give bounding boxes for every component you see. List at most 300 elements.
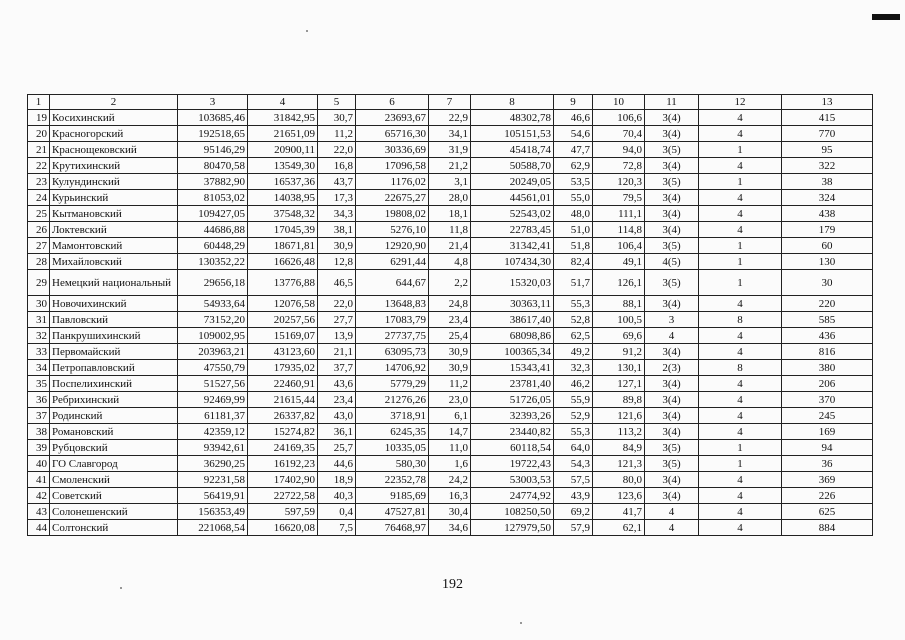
table-cell: 585 — [782, 312, 873, 328]
table-cell: 6291,44 — [356, 254, 429, 270]
table-cell: 14038,95 — [248, 190, 318, 206]
table-cell: 108250,50 — [471, 504, 554, 520]
table-cell: 130352,22 — [178, 254, 248, 270]
table-cell: 20257,56 — [248, 312, 318, 328]
table-cell: 18,1 — [429, 206, 471, 222]
table-cell: 179 — [782, 222, 873, 238]
table-cell: 121,3 — [593, 456, 645, 472]
table-cell: 18,9 — [318, 472, 356, 488]
table-cell: 23,0 — [429, 392, 471, 408]
table-cell: 816 — [782, 344, 873, 360]
table-cell: 3(4) — [645, 376, 699, 392]
table-cell: 23,4 — [429, 312, 471, 328]
table-row — [28, 344, 873, 360]
column-header: 7 — [429, 95, 471, 110]
table-cell: 127,1 — [593, 376, 645, 392]
corner-mark — [872, 14, 900, 20]
table-cell: 109002,95 — [178, 328, 248, 344]
table-cell: 6,1 — [429, 408, 471, 424]
table-cell: 13648,83 — [356, 296, 429, 312]
table-cell: 47550,79 — [178, 360, 248, 376]
table-cell: 95146,29 — [178, 142, 248, 158]
district-name-cell: Смоленский — [50, 472, 178, 488]
table-cell: 16626,48 — [248, 254, 318, 270]
table-cell: 52,9 — [554, 408, 593, 424]
table-cell: 33 — [28, 344, 50, 360]
table-cell: 62,9 — [554, 158, 593, 174]
table-cell: 19 — [28, 110, 50, 126]
table-cell: 369 — [782, 472, 873, 488]
table-row — [28, 190, 873, 206]
table-row — [28, 440, 873, 456]
table-row — [28, 222, 873, 238]
table-cell: 65716,30 — [356, 126, 429, 142]
table-cell: 30,4 — [429, 504, 471, 520]
table-cell: 111,1 — [593, 206, 645, 222]
table-cell: 23781,40 — [471, 376, 554, 392]
table-cell: 43 — [28, 504, 50, 520]
table-cell: 10335,05 — [356, 440, 429, 456]
table-cell: 4 — [699, 408, 782, 424]
table-cell: 438 — [782, 206, 873, 222]
table-cell: 73152,20 — [178, 312, 248, 328]
table-cell: 27737,75 — [356, 328, 429, 344]
table-cell: 21,2 — [429, 158, 471, 174]
district-name-cell: Михайловский — [50, 254, 178, 270]
table-row — [28, 376, 873, 392]
table-cell: 51527,56 — [178, 376, 248, 392]
table-cell: 4 — [645, 520, 699, 536]
table-cell: 4 — [699, 126, 782, 142]
table-cell: 206 — [782, 376, 873, 392]
table-cell: 93942,61 — [178, 440, 248, 456]
table-cell: 47527,81 — [356, 504, 429, 520]
table-cell: 38 — [782, 174, 873, 190]
table-cell: 4 — [699, 504, 782, 520]
table-cell: 11,0 — [429, 440, 471, 456]
table-cell: 13776,88 — [248, 270, 318, 296]
table-cell: 580,30 — [356, 456, 429, 472]
table-cell: 415 — [782, 110, 873, 126]
table-cell: 43,0 — [318, 408, 356, 424]
column-header: 11 — [645, 95, 699, 110]
table-cell: 17402,90 — [248, 472, 318, 488]
table-cell: 56419,91 — [178, 488, 248, 504]
table-cell: 103685,46 — [178, 110, 248, 126]
table-cell: 81053,02 — [178, 190, 248, 206]
district-name-cell: Красногорский — [50, 126, 178, 142]
table-cell: 43,7 — [318, 174, 356, 190]
table-cell: 3(4) — [645, 190, 699, 206]
table-cell: 107434,30 — [471, 254, 554, 270]
table-cell: 100,5 — [593, 312, 645, 328]
district-name-cell: Локтевский — [50, 222, 178, 238]
table-cell: 0,4 — [318, 504, 356, 520]
table-cell: 114,8 — [593, 222, 645, 238]
column-header: 2 — [50, 95, 178, 110]
table-cell: 12076,58 — [248, 296, 318, 312]
table-cell: 28 — [28, 254, 50, 270]
table-cell: 1 — [699, 174, 782, 190]
table-cell: 54933,64 — [178, 296, 248, 312]
table-cell: 40 — [28, 456, 50, 472]
table-cell: 51726,05 — [471, 392, 554, 408]
table-cell: 43,6 — [318, 376, 356, 392]
table-cell: 1 — [699, 142, 782, 158]
table-cell: 20249,05 — [471, 174, 554, 190]
district-name-cell: Косихинский — [50, 110, 178, 126]
table-cell: 25 — [28, 206, 50, 222]
table-cell: 9185,69 — [356, 488, 429, 504]
table-cell: 88,1 — [593, 296, 645, 312]
table-cell: 30 — [28, 296, 50, 312]
table-cell: 24,8 — [429, 296, 471, 312]
table-cell: 41,7 — [593, 504, 645, 520]
table-cell: 30336,69 — [356, 142, 429, 158]
table-cell: 41 — [28, 472, 50, 488]
table-cell: 94 — [782, 440, 873, 456]
district-name-cell: Кулундинский — [50, 174, 178, 190]
table-cell: 44 — [28, 520, 50, 536]
table-cell: 4 — [699, 472, 782, 488]
scan-speck — [520, 622, 522, 624]
table-cell: 123,6 — [593, 488, 645, 504]
table-cell: 30,7 — [318, 110, 356, 126]
table-cell: 36,1 — [318, 424, 356, 440]
table-cell: 11,2 — [429, 376, 471, 392]
table-cell: 50588,70 — [471, 158, 554, 174]
table-row — [28, 328, 873, 344]
table-cell: 20 — [28, 126, 50, 142]
table-cell: 11,8 — [429, 222, 471, 238]
table-cell: 31 — [28, 312, 50, 328]
table-cell: 4 — [699, 110, 782, 126]
table-row — [28, 110, 873, 126]
district-name-cell: Родинский — [50, 408, 178, 424]
table-cell: 47,7 — [554, 142, 593, 158]
table-cell: 44686,88 — [178, 222, 248, 238]
table-cell: 2,2 — [429, 270, 471, 296]
table-cell: 18671,81 — [248, 238, 318, 254]
table-cell: 4 — [645, 328, 699, 344]
table-cell: 100365,34 — [471, 344, 554, 360]
table-cell: 32,3 — [554, 360, 593, 376]
table-cell: 69,2 — [554, 504, 593, 520]
table-cell: 51,8 — [554, 238, 593, 254]
table-cell: 36290,25 — [178, 456, 248, 472]
table-cell: 121,6 — [593, 408, 645, 424]
table-cell: 17083,79 — [356, 312, 429, 328]
table-cell: 92469,99 — [178, 392, 248, 408]
table-cell: 245 — [782, 408, 873, 424]
table-cell: 13,9 — [318, 328, 356, 344]
table-row — [28, 392, 873, 408]
table-cell: 12,8 — [318, 254, 356, 270]
table-cell: 21,1 — [318, 344, 356, 360]
table-row — [28, 174, 873, 190]
district-name-cell: Солонешенский — [50, 504, 178, 520]
table-cell: 64,0 — [554, 440, 593, 456]
table-cell: 37548,32 — [248, 206, 318, 222]
column-header: 6 — [356, 95, 429, 110]
table-cell: 644,67 — [356, 270, 429, 296]
table-cell: 43,9 — [554, 488, 593, 504]
table-cell: 92231,58 — [178, 472, 248, 488]
table-cell: 105151,53 — [471, 126, 554, 142]
table-cell: 36 — [782, 456, 873, 472]
table-cell: 4 — [699, 328, 782, 344]
table-cell: 79,5 — [593, 190, 645, 206]
table-cell: 5276,10 — [356, 222, 429, 238]
table-cell: 52,8 — [554, 312, 593, 328]
district-name-cell: Рубцовский — [50, 440, 178, 456]
district-name-cell: Поспелихинский — [50, 376, 178, 392]
table-cell: 22460,91 — [248, 376, 318, 392]
table-cell: 126,1 — [593, 270, 645, 296]
table-cell: 3(5) — [645, 174, 699, 190]
table-cell: 20900,11 — [248, 142, 318, 158]
table-cell: 380 — [782, 360, 873, 376]
table-cell: 17045,39 — [248, 222, 318, 238]
district-name-cell: Курьинский — [50, 190, 178, 206]
table-cell: 3 — [645, 312, 699, 328]
table-cell: 4 — [645, 504, 699, 520]
district-name-cell: Панкрушихинский — [50, 328, 178, 344]
table-cell: 21615,44 — [248, 392, 318, 408]
table-cell: 60118,54 — [471, 440, 554, 456]
column-header: 3 — [178, 95, 248, 110]
table-cell: 62,5 — [554, 328, 593, 344]
district-name-cell: Советский — [50, 488, 178, 504]
table-cell: 884 — [782, 520, 873, 536]
table-cell: 7,5 — [318, 520, 356, 536]
table-row — [28, 238, 873, 254]
table-cell: 4 — [699, 296, 782, 312]
table-row — [28, 296, 873, 312]
table-cell: 14,7 — [429, 424, 471, 440]
table-cell: 3(5) — [645, 270, 699, 296]
table-cell: 34 — [28, 360, 50, 376]
table-cell: 156353,49 — [178, 504, 248, 520]
table-cell: 29656,18 — [178, 270, 248, 296]
table-cell: 4 — [699, 424, 782, 440]
table-cell: 23,4 — [318, 392, 356, 408]
table-cell: 80470,58 — [178, 158, 248, 174]
table-cell: 37,7 — [318, 360, 356, 376]
district-name-cell: Крутихинский — [50, 158, 178, 174]
table-cell: 34,1 — [429, 126, 471, 142]
table-cell: 3718,91 — [356, 408, 429, 424]
table-cell: 80,0 — [593, 472, 645, 488]
table-cell: 72,8 — [593, 158, 645, 174]
table-cell: 15343,41 — [471, 360, 554, 376]
table-cell: 60448,29 — [178, 238, 248, 254]
table-cell: 4 — [699, 488, 782, 504]
district-name-cell: Солтонский — [50, 520, 178, 536]
table-cell: 21 — [28, 142, 50, 158]
table-cell: 3(4) — [645, 296, 699, 312]
table-cell: 22675,27 — [356, 190, 429, 206]
table-cell: 51,0 — [554, 222, 593, 238]
table-cell: 48302,78 — [471, 110, 554, 126]
table-cell: 3(5) — [645, 142, 699, 158]
table-cell: 26337,82 — [248, 408, 318, 424]
table-cell: 95 — [782, 142, 873, 158]
table-cell: 51,7 — [554, 270, 593, 296]
table-cell: 17,3 — [318, 190, 356, 206]
table-cell: 106,4 — [593, 238, 645, 254]
table-cell: 3(4) — [645, 408, 699, 424]
table-cell: 89,8 — [593, 392, 645, 408]
table-row — [28, 142, 873, 158]
table-cell: 28,0 — [429, 190, 471, 206]
table-cell: 17096,58 — [356, 158, 429, 174]
table-cell: 30,9 — [429, 360, 471, 376]
table-cell: 44561,01 — [471, 190, 554, 206]
table-cell: 37882,90 — [178, 174, 248, 190]
table-cell: 15320,03 — [471, 270, 554, 296]
table-cell: 43123,60 — [248, 344, 318, 360]
table-cell: 27 — [28, 238, 50, 254]
table-cell: 68098,86 — [471, 328, 554, 344]
table-cell: 39 — [28, 440, 50, 456]
table-cell: 30363,11 — [471, 296, 554, 312]
column-header: 4 — [248, 95, 318, 110]
table-cell: 109427,05 — [178, 206, 248, 222]
table-cell: 1176,02 — [356, 174, 429, 190]
table-cell: 22,0 — [318, 296, 356, 312]
table-row — [28, 312, 873, 328]
table-cell: 127979,50 — [471, 520, 554, 536]
table-cell: 38,1 — [318, 222, 356, 238]
table-cell: 70,4 — [593, 126, 645, 142]
table-cell: 57,5 — [554, 472, 593, 488]
table-cell: 3(4) — [645, 206, 699, 222]
data-table-container — [27, 94, 872, 536]
table-cell: 21276,26 — [356, 392, 429, 408]
table-cell: 24,2 — [429, 472, 471, 488]
table-cell: 3(4) — [645, 488, 699, 504]
table-cell: 55,0 — [554, 190, 593, 206]
table-row — [28, 206, 873, 222]
table-cell: 1 — [699, 440, 782, 456]
table-cell: 370 — [782, 392, 873, 408]
table-row — [28, 424, 873, 440]
table-cell: 49,2 — [554, 344, 593, 360]
table-cell: 14706,92 — [356, 360, 429, 376]
table-cell: 3(4) — [645, 110, 699, 126]
table-cell: 22,0 — [318, 142, 356, 158]
table-cell: 42359,12 — [178, 424, 248, 440]
table-cell: 48,0 — [554, 206, 593, 222]
district-name-cell: Романовский — [50, 424, 178, 440]
table-cell: 30,9 — [318, 238, 356, 254]
table-row — [28, 158, 873, 174]
table-cell: 3(4) — [645, 472, 699, 488]
table-cell: 16537,36 — [248, 174, 318, 190]
table-cell: 46,6 — [554, 110, 593, 126]
table-cell: 27,7 — [318, 312, 356, 328]
scan-speck — [306, 30, 308, 32]
table-cell: 31342,41 — [471, 238, 554, 254]
table-cell: 1,6 — [429, 456, 471, 472]
table-cell: 19722,43 — [471, 456, 554, 472]
table-cell: 35 — [28, 376, 50, 392]
table-cell: 30,9 — [429, 344, 471, 360]
table-cell: 46,2 — [554, 376, 593, 392]
table-cell: 60 — [782, 238, 873, 254]
table-cell: 49,1 — [593, 254, 645, 270]
table-row — [28, 472, 873, 488]
table-cell: 62,1 — [593, 520, 645, 536]
column-header: 13 — [782, 95, 873, 110]
table-cell: 17935,02 — [248, 360, 318, 376]
table-row — [28, 126, 873, 142]
table-cell: 24169,35 — [248, 440, 318, 456]
table-cell: 15169,07 — [248, 328, 318, 344]
table-cell: 61181,37 — [178, 408, 248, 424]
table-cell: 130 — [782, 254, 873, 270]
table-cell: 54,6 — [554, 126, 593, 142]
table-cell: 24774,92 — [471, 488, 554, 504]
district-name-cell: ГО Славгород — [50, 456, 178, 472]
table-cell: 770 — [782, 126, 873, 142]
table-cell: 1 — [699, 456, 782, 472]
table-cell: 22352,78 — [356, 472, 429, 488]
table-row — [28, 504, 873, 520]
table-cell: 16,3 — [429, 488, 471, 504]
table-cell: 6245,35 — [356, 424, 429, 440]
table-cell: 16,8 — [318, 158, 356, 174]
table-cell: 24 — [28, 190, 50, 206]
table-cell: 23693,67 — [356, 110, 429, 126]
table-cell: 4 — [699, 392, 782, 408]
table-cell: 76468,97 — [356, 520, 429, 536]
table-cell: 30 — [782, 270, 873, 296]
table-cell: 25,4 — [429, 328, 471, 344]
table-cell: 12920,90 — [356, 238, 429, 254]
table-row — [28, 488, 873, 504]
table-cell: 57,9 — [554, 520, 593, 536]
table-cell: 226 — [782, 488, 873, 504]
table-cell: 324 — [782, 190, 873, 206]
column-header: 8 — [471, 95, 554, 110]
table-cell: 3(4) — [645, 392, 699, 408]
table-cell: 31,9 — [429, 142, 471, 158]
table-cell: 3(4) — [645, 344, 699, 360]
table-cell: 37 — [28, 408, 50, 424]
data-table — [27, 94, 873, 536]
table-cell: 3(4) — [645, 126, 699, 142]
table-cell: 22 — [28, 158, 50, 174]
table-cell: 11,2 — [318, 126, 356, 142]
district-name-cell: Мамонтовский — [50, 238, 178, 254]
table-cell: 1 — [699, 270, 782, 296]
district-name-cell: Новочихинский — [50, 296, 178, 312]
district-name-cell: Ребрихинский — [50, 392, 178, 408]
table-cell: 597,59 — [248, 504, 318, 520]
table-cell: 1 — [699, 238, 782, 254]
table-row — [28, 408, 873, 424]
table-cell: 22783,45 — [471, 222, 554, 238]
table-cell: 32 — [28, 328, 50, 344]
district-name-cell: Немецкий национальный — [50, 270, 178, 296]
table-cell: 42 — [28, 488, 50, 504]
table-cell: 4(5) — [645, 254, 699, 270]
table-cell: 38 — [28, 424, 50, 440]
table-cell: 220 — [782, 296, 873, 312]
table-cell: 31842,95 — [248, 110, 318, 126]
